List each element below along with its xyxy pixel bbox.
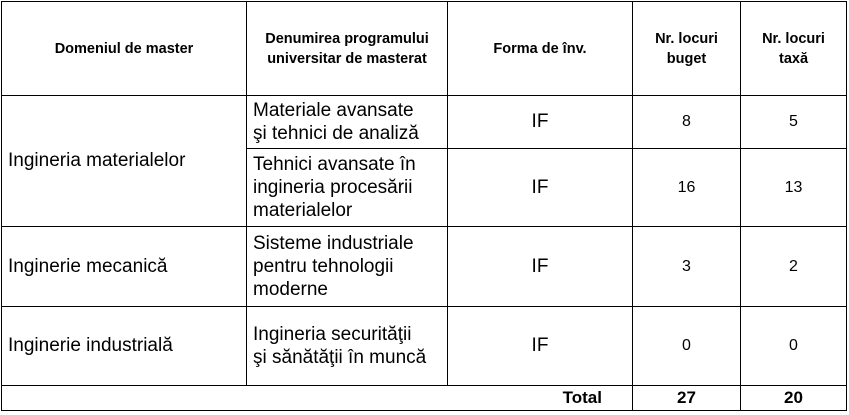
program-line: şi sănătăţii în muncă xyxy=(253,347,427,368)
forma-cell: IF xyxy=(448,227,633,307)
program-line: moderne xyxy=(253,279,328,300)
header-program-line1: Denumirea programului xyxy=(265,30,429,47)
table-row xyxy=(2,96,847,149)
header-program-line2: universitar de masterat xyxy=(267,50,427,67)
header-taxa-line2: taxă xyxy=(778,50,809,67)
taxa-cell: 5 xyxy=(741,96,847,149)
program-line: ingineria procesării xyxy=(253,177,413,198)
buget-cell: 8 xyxy=(633,96,741,149)
program-cell xyxy=(247,307,448,386)
header-domain: Domeniul de master xyxy=(2,2,247,96)
header-row xyxy=(2,2,847,96)
master-programs-table xyxy=(1,1,847,411)
taxa-cell: 0 xyxy=(741,307,847,386)
header-program xyxy=(247,2,448,96)
program-line: pentru tehnologii xyxy=(253,256,394,277)
total-buget: 27 xyxy=(633,386,741,411)
taxa-cell: 2 xyxy=(741,227,847,307)
forma-cell: IF xyxy=(448,96,633,149)
table-row xyxy=(2,227,847,307)
program-cell xyxy=(247,227,448,307)
forma-cell: IF xyxy=(448,149,633,227)
header-forma: Forma de înv. xyxy=(448,2,633,96)
domain-cell: Ingineria materialelor xyxy=(2,96,247,227)
total-taxa: 20 xyxy=(741,386,847,411)
program-line: Ingineria securităţii xyxy=(253,324,412,345)
program-line: Sisteme industriale xyxy=(253,233,414,254)
header-buget xyxy=(633,2,741,96)
program-cell xyxy=(247,96,448,149)
buget-cell: 0 xyxy=(633,307,741,386)
program-cell xyxy=(247,149,448,227)
taxa-cell: 13 xyxy=(741,149,847,227)
program-line: materialelor xyxy=(253,200,353,221)
header-buget-line1: Nr. locuri xyxy=(655,30,718,47)
table-row xyxy=(2,307,847,386)
program-line: şi tehnici de analiză xyxy=(253,123,419,144)
domain-cell: Inginerie industrială xyxy=(2,307,247,386)
program-line: Tehnici avansate în xyxy=(253,154,416,175)
buget-cell: 3 xyxy=(633,227,741,307)
forma-cell: IF xyxy=(448,307,633,386)
total-row xyxy=(2,386,847,411)
total-spacer xyxy=(2,386,247,411)
program-line: Materiale avansate xyxy=(253,100,414,121)
header-taxa-line1: Nr. locuri xyxy=(762,30,825,47)
header-buget-line2: buget xyxy=(666,50,707,67)
domain-cell: Inginerie mecanică xyxy=(2,227,247,307)
total-label: Total xyxy=(448,386,633,411)
total-spacer xyxy=(247,386,448,411)
buget-cell: 16 xyxy=(633,149,741,227)
header-taxa xyxy=(741,2,847,96)
